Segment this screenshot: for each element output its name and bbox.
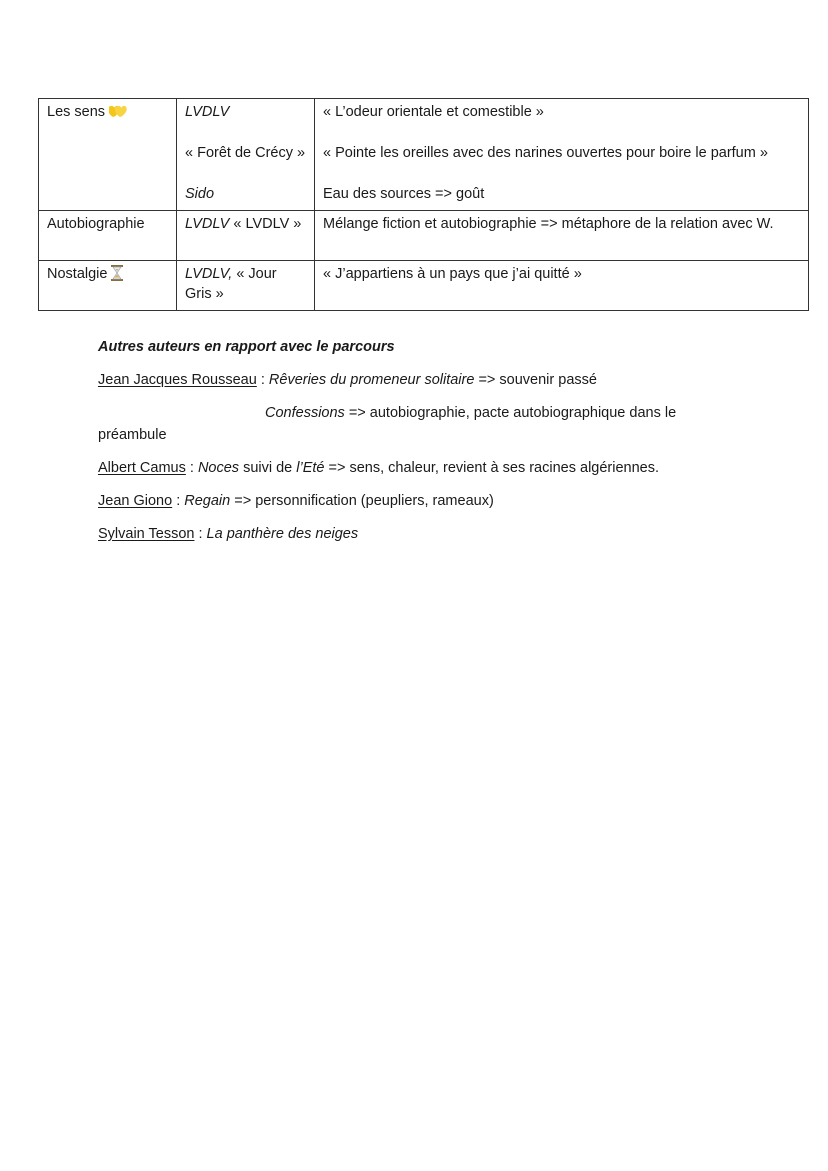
themes-table bbox=[38, 98, 809, 311]
work-title: Rêveries du promeneur solitaire bbox=[268, 372, 475, 388]
table-cell-theme bbox=[39, 99, 177, 211]
table-cell-notes bbox=[315, 211, 809, 261]
note: => personnification (peupliers, rameaux) bbox=[230, 493, 494, 509]
note: préambule bbox=[98, 427, 167, 443]
separator: : bbox=[172, 493, 185, 509]
yellow-hearts-icon bbox=[109, 105, 127, 125]
separator: : bbox=[185, 460, 198, 476]
work-title: LVDLV bbox=[185, 216, 230, 232]
theme-label: Les sens bbox=[47, 104, 106, 120]
author-name: Albert Camus bbox=[98, 460, 186, 476]
work-title: Regain bbox=[184, 493, 231, 509]
table-row bbox=[39, 261, 809, 311]
work-title: Noces bbox=[197, 460, 240, 476]
separator: : bbox=[194, 526, 207, 542]
work-title: LVDLV, bbox=[185, 266, 233, 282]
theme-label: Nostalgie bbox=[47, 266, 108, 282]
table-cell-works bbox=[177, 211, 315, 261]
author-entry bbox=[98, 490, 718, 512]
quote: « L’odeur orientale et comestible » bbox=[323, 104, 544, 120]
work-title: La panthère des neiges bbox=[206, 526, 359, 542]
note: => autobiographie, pacte autobiographique dans le bbox=[344, 405, 677, 421]
author-entry-continuation bbox=[98, 424, 718, 446]
table-cell-theme bbox=[39, 261, 177, 311]
table-row bbox=[39, 99, 809, 211]
work-title: Sido bbox=[185, 186, 215, 202]
work-title: Confessions bbox=[265, 405, 345, 421]
work-title: LVDLV bbox=[185, 104, 230, 120]
hourglass-icon bbox=[111, 265, 123, 287]
separator: : bbox=[256, 372, 269, 388]
table-row bbox=[39, 211, 809, 261]
author-entry bbox=[98, 402, 718, 424]
work-title: « LVDLV » bbox=[229, 216, 302, 232]
table-cell-works bbox=[177, 261, 315, 311]
theme-label: Autobiographie bbox=[47, 216, 145, 232]
note: => sens, chaleur, revient à ses racines algériennes. bbox=[324, 460, 659, 476]
work-title: l’Eté bbox=[296, 460, 325, 476]
note: Mélange fiction et autobiographie => métaphore de la relation avec W. bbox=[323, 216, 774, 232]
table-cell-works bbox=[177, 99, 315, 211]
related-authors-section bbox=[98, 336, 718, 556]
table-cell-notes bbox=[315, 261, 809, 311]
table-cell-notes bbox=[315, 99, 809, 211]
note: suivi de bbox=[239, 460, 297, 476]
table-cell-theme bbox=[39, 211, 177, 261]
author-entry bbox=[98, 457, 718, 479]
author-entry bbox=[98, 523, 718, 545]
author-name: Jean Giono bbox=[98, 493, 173, 509]
note: Eau des sources => goût bbox=[323, 186, 485, 202]
quote: « J’appartiens à un pays que j’ai quitté » bbox=[323, 266, 582, 282]
author-name: Jean Jacques Rousseau bbox=[98, 372, 257, 388]
section-heading: Autres auteurs en rapport avec le parcours bbox=[98, 339, 395, 355]
work-title: « Forêt de Crécy » bbox=[185, 145, 306, 161]
author-entry bbox=[98, 369, 718, 391]
quote: « Pointe les oreilles avec des narines ouvertes pour boire le parfum » bbox=[323, 145, 768, 161]
author-name: Sylvain Tesson bbox=[98, 526, 195, 542]
work-title: « Jour Gris » bbox=[185, 266, 277, 302]
note: => souvenir passé bbox=[474, 372, 597, 388]
